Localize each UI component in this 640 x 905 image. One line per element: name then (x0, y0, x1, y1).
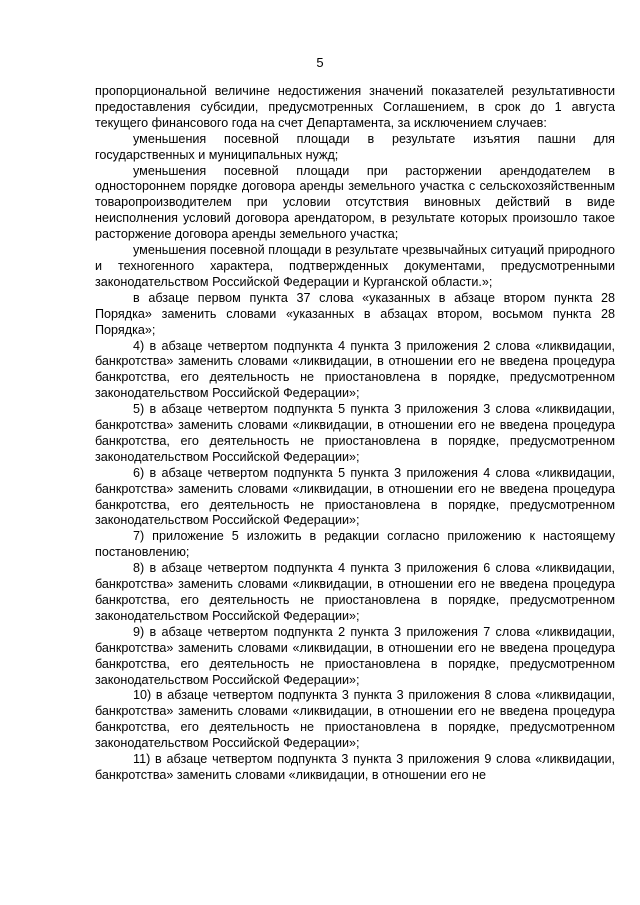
document-body (95, 84, 615, 784)
paragraph: 9) в абзаце четвертом подпункта 2 пункта 3 приложения 7 слова «ликвидации, банкротства» заменить словами «ликвидации, в отношении его не введена процедура банкротства, его деятельность не приостановлена в порядке, предусмотренном законодательством Российской Федерации»; (95, 624, 615, 687)
paragraph: уменьшения посевной площади в результате изъятия пашни для государственных и муниципальных нужд; (95, 131, 615, 162)
paragraph: 10) в абзаце четвертом подпункта 3 пункта 3 приложения 8 слова «ликвидации, банкротства» заменить словами «ликвидации, в отношении его не введена процедура банкротства, его деятельность не приостановлена в порядке, предусмотренном законодательством Российской Федерации»; (95, 688, 615, 751)
paragraph: 4) в абзаце четвертом подпункта 4 пункта 3 приложения 2 слова «ликвидации, банкротства» заменить словами «ликвидации, в отношении его не введена процедура банкротства, его деятельность не приостановлена в порядке, предусмотренном законодательством Российской Федерации»; (95, 338, 615, 401)
paragraph: 8) в абзаце четвертом подпункта 4 пункта 3 приложения 6 слова «ликвидации, банкротства» заменить словами «ликвидации, в отношении его не введена процедура банкротства, его деятельность не приостановлена в порядке, предусмотренном законодательством Российской Федерации»; (95, 561, 615, 623)
paragraph: 5) в абзаце четвертом подпункта 5 пункта 3 приложения 3 слова «ликвидации, банкротства» заменить словами «ликвидации, в отношении его не введена процедура банкротства, его деятельность не приостановлена в порядке, предусмотренном законодательством Российской Федерации»; (95, 402, 615, 464)
page-number: 5 (316, 55, 324, 70)
paragraph: 11) в абзаце четвертом подпункта 3 пункта 3 приложения 9 слова «ликвидации, банкротства» заменить словами «ликвидации, в отношении его не (95, 752, 615, 782)
paragraph: 6) в абзаце четвертом подпункта 5 пункта 3 приложения 4 слова «ликвидации, банкротства» заменить словами «ликвидации, в отношении его не введена процедура банкротства, его деятельность не приостановлена в порядке, предусмотренном законодательством Российской Федерации»; (95, 465, 615, 528)
paragraph: в абзаце первом пункта 37 слова «указанных в абзаце втором пункта 28 Порядка» заменить словами «указанных в абзацах втором, восьмом пункта 28 Порядка»; (95, 290, 615, 337)
paragraph: 7) приложение 5 изложить в редакции согласно приложению к настоящему постановлению; (95, 529, 615, 560)
paragraph: уменьшения посевной площади при расторжении арендодателем в одностороннем порядке договора аренды земельного участка с сельскохозяйственным товаропроизводителем при условии отсутствия виновных действий в виде неисполнения условий договора арендатором, в результате которых произошло такое расторжение договора аренды земельного участка; (95, 163, 615, 242)
paragraph: уменьшения посевной площади в результате чрезвычайных ситуаций природного и техногенного характера, подтвержденных документами, предусмотренными законодательством Российской Федерации и Курганской области.»; (95, 243, 615, 289)
paragraph: пропорциональной величине недостижения значений показателей результативности предоставления субсидии, предусмотренных Соглашением, в срок до 1 августа текущего финансового года на счет Департамента, за исключением случаев: (95, 84, 615, 130)
